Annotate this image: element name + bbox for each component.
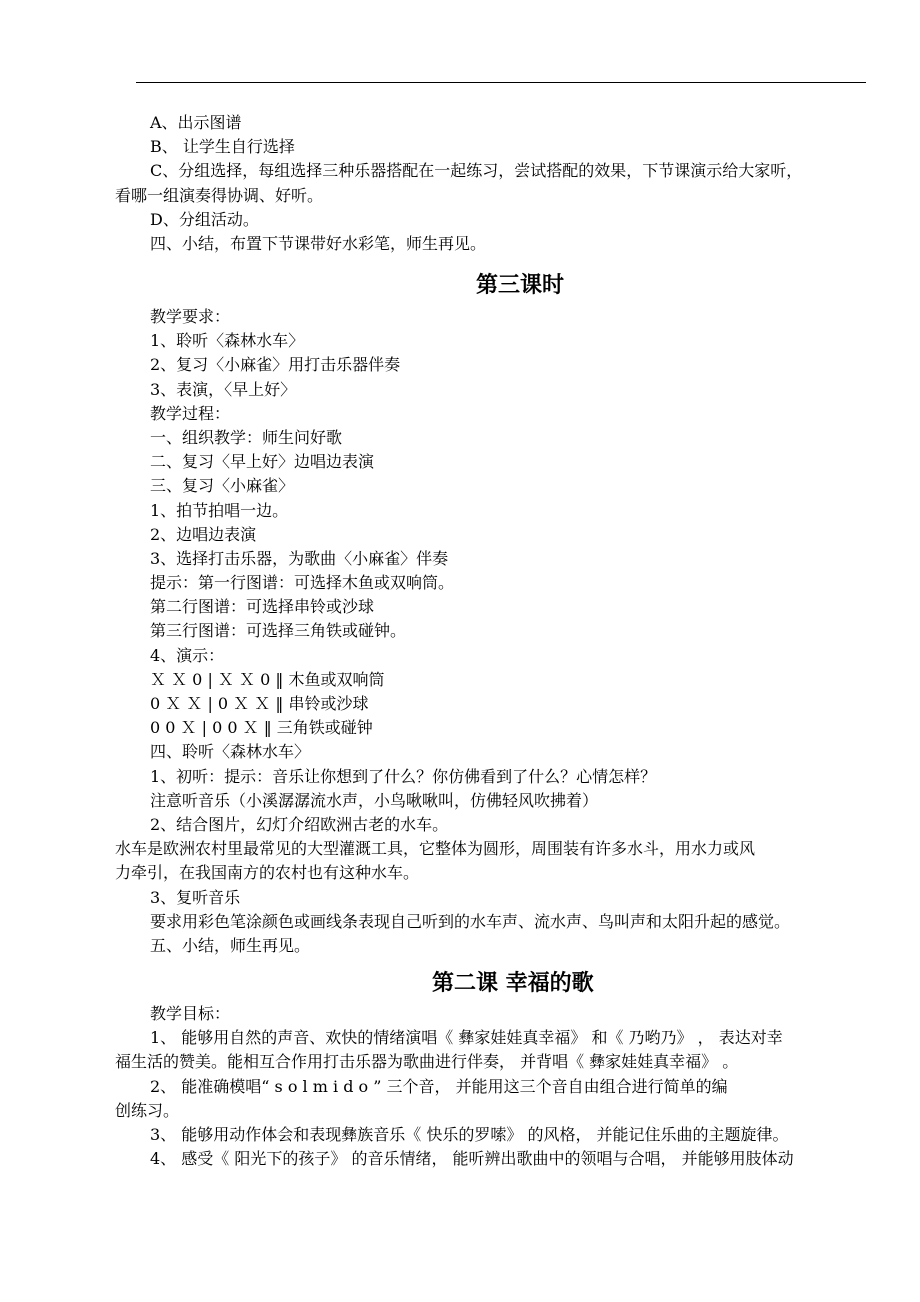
text-line: 提示：第一行图谱：可选择木鱼或双响筒。 <box>150 573 455 593</box>
text-line: 1、 能够用自然的声音、欢快的情绪演唱《 彝家娃娃真幸福》 和《 乃哟乃》 ， 表达对幸 <box>150 1028 783 1048</box>
text-line: 1、初听：提示：音乐让你想到了什么？你仿佛看到了什么？心情怎样？ <box>150 766 657 786</box>
text-line: 二、复习〈早上好〉边唱边表演 <box>150 452 375 472</box>
text-line: 4、演示： <box>150 645 225 665</box>
text-line: 一、组织教学：师生问好歌 <box>150 427 343 447</box>
text-line: B、 让学生自行选择 <box>150 137 295 157</box>
text-line: 第二行图谱：可选择串铃或沙球 <box>150 597 375 617</box>
text-line: 2、复习〈小麻雀〉用打击乐器伴奏 <box>150 355 401 375</box>
text-line: 教学目标： <box>150 1004 231 1023</box>
text-line: 要求用彩色笔涂颜色或画线条表现自己听到的水车声、流水声、鸟叫声和太阳升起的感觉。 <box>150 911 791 931</box>
text-line: 创练习。 <box>115 1100 180 1120</box>
text-line: 福生活的赞美。能相互合作用打击乐器为歌曲进行伴奏， 并背唱《 彝家娃娃真幸福》 。 <box>115 1052 739 1072</box>
text-line: 1、拍节拍唱一边。 <box>150 500 289 520</box>
header-rule <box>136 82 866 83</box>
text-line: 3、复听音乐 <box>150 887 241 907</box>
text-line: 3、选择打击乐器，为歌曲〈小麻雀〉伴奏 <box>150 548 449 568</box>
text-line: 水车是欧洲农村里最常见的大型灌溉工具，它整体为圆形，周围装有许多水斗，用水力或风 <box>115 839 756 859</box>
text-line: 看哪一组演奏得协调、好听。 <box>115 185 324 205</box>
section-a <box>0 111 920 256</box>
lesson3-title: 第三课时 <box>476 273 565 298</box>
text-line: D、分组活动。 <box>150 209 259 229</box>
text-line: 2、边唱边表演 <box>150 524 257 544</box>
text-line: 四、聆听〈森林水车〉 <box>150 742 311 762</box>
text-line: 4、 感受《 阳光下的孩子》 的音乐情绪， 能听辨出歌曲中的领唱与合唱， 并能够用肢体动 <box>150 1149 794 1169</box>
text-line: 三、复习〈小麻雀〉 <box>150 476 295 496</box>
section-c <box>0 1002 920 1171</box>
rhythm-line: 0 0 Ｘ | 0 0 Ｘ ‖ 三角铁或碰钟 <box>150 718 373 738</box>
text-line: 四、小结，布置下节课带好水彩笔，师生再见。 <box>150 233 487 253</box>
text-line: 3、 能够用动作体会和表现彝族音乐《 快乐的罗嗦》 的风格， 并能记住乐曲的主题旋律。 <box>150 1124 789 1144</box>
lesson2-title: 第二课 幸福的歌 <box>432 971 594 996</box>
text-line: C、分组选择，每组选择三种乐器搭配在一起练习，尝试搭配的效果，下节课演示给大家听， <box>150 161 803 181</box>
text-line: 五、小结，师生再见。 <box>150 935 311 955</box>
text-line: 1、聆听〈森林水车〉 <box>150 331 305 351</box>
rhythm-line: Ｘ Ｘ 0 | Ｘ Ｘ 0 ‖ 木鱼或双响筒 <box>150 669 385 689</box>
text-line: 注意听音乐（小溪潺潺流水声，小鸟啾啾叫，仿佛轻风吹拂着） <box>150 790 599 810</box>
section-b <box>0 305 920 958</box>
text-line: 3、表演，〈早上好〉 <box>150 379 297 399</box>
text-line: 教学过程： <box>150 403 231 423</box>
text-line: 2、结合图片，幻灯介绍欧洲古老的水车。 <box>150 814 449 834</box>
text-line: 教学要求： <box>150 307 231 326</box>
text-line: 2、 能准确模唱“ s o l m i d o ” 三个音， 并能用这三个音自由组合进行简单的编 <box>150 1076 728 1096</box>
text-line: 力牵引，在我国南方的农村也有这种水车。 <box>115 863 420 883</box>
text-line: A、出示图谱 <box>150 113 242 132</box>
text-line: 第三行图谱：可选择三角铁或碰钟。 <box>150 621 407 641</box>
rhythm-line: 0 Ｘ Ｘ | 0 Ｘ Ｘ ‖ 串铃或沙球 <box>150 694 369 713</box>
